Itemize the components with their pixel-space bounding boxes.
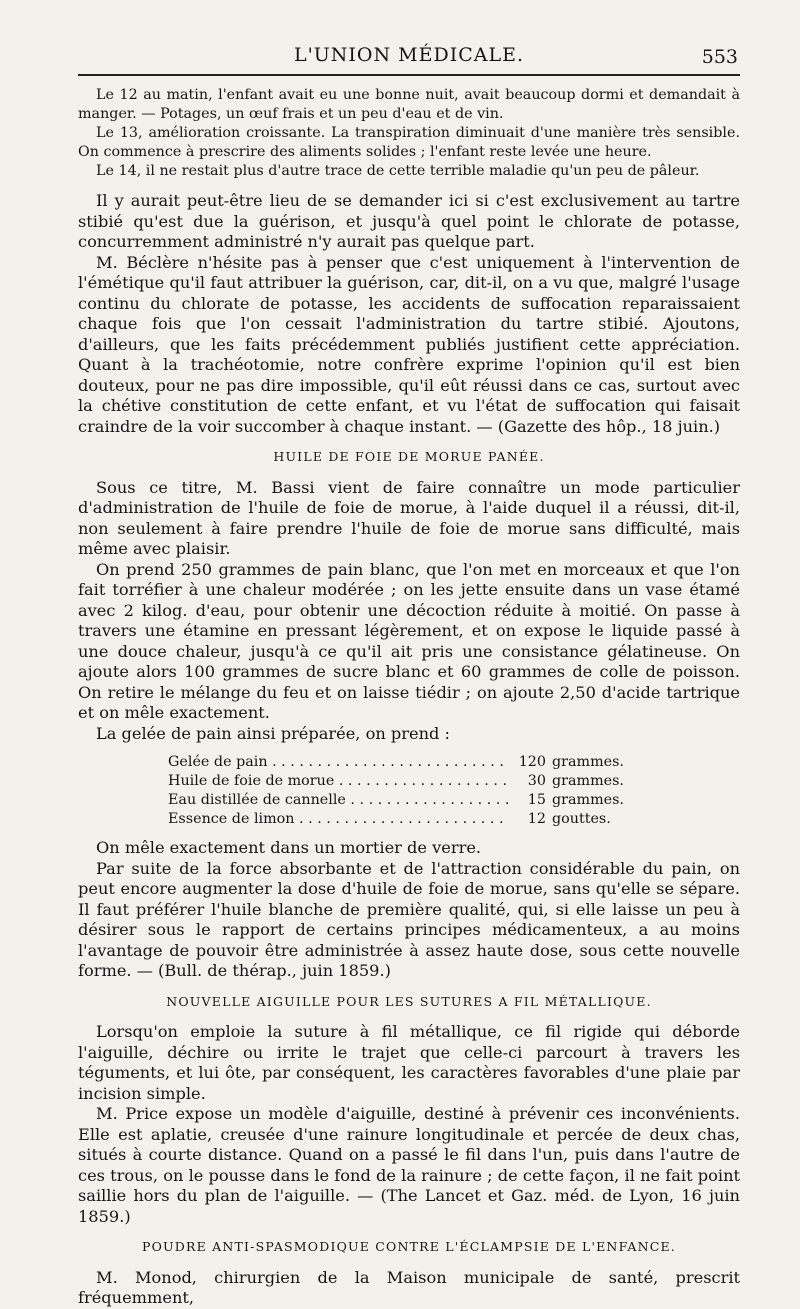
recipe-ingredient: Huile de foie de morue . . . [168, 772, 508, 791]
running-title: L'UNION MÉDICALE. [293, 44, 525, 66]
recipe-unit: grammes. [552, 792, 624, 808]
page-header [78, 40, 740, 76]
recipe-row [168, 810, 688, 829]
commentary-paragraph: Il y aurait peut-être lieu de se demander ici si c'est exclusivement au tartre stibié qu'est due la guérison, et jusqu'à quel point le chlorate de potasse, concurremment administré n'y aurait pas quelque part. [78, 191, 740, 251]
recipe-row [168, 791, 688, 810]
paragraph: Lorsqu'on emploie la suture à fil métallique, ce fil rigide qui déborde l'aiguille, déchire ou irrite le trajet que celle-ci parcourt à travers les téguments, et lui ôte, par conséquent, les caractères favorables d'une plaie par incision simple. [78, 1022, 740, 1103]
recipe-quantity: 12 [527, 811, 546, 827]
paragraph: M. Monod, chirurgien de la Maison municipale de santé, prescrit fréquemment, [78, 1267, 740, 1307]
recipe-row [168, 772, 688, 791]
recipe-ingredient: Essence de limon . . . [168, 810, 508, 829]
recipe-quantity: 15 [527, 792, 546, 808]
recipe-quantity: 120 [518, 754, 546, 770]
commentary-paragraph: M. Béclère n'hésite pas à penser que c'est uniquement à l'intervention de l'émétique qu'il faut attribuer la guérison, car, dit-il, on a vu que, malgré l'usage continu du chlorate de potasse, les accidents de suffocation reparaissaient chaque fois que l'on cessait l'administration du tartre stibié. Ajoutons, d'ailleurs, que les faits précédemment publiés justifient cette appréciation. Quant à la trachéotomie, notre confrère exprime l'opinion qu'il est bien douteux, pour ne pas dire impossible, qu'il eût réussi dans ce cas, surtout avec la chétive constitution de cette enfant, et vu l'état de suffocation qui faisait craindre de la voir succomber à chaque instant. — (Gazette des hôp., 18 juin.) [78, 252, 740, 436]
recipe-unit: gouttes. [552, 811, 611, 827]
paragraph: La gelée de pain ainsi préparée, on prend : [96, 723, 450, 743]
paragraph: On prend 250 grammes de pain blanc, que l'on met en morceaux et que l'on fait torréfier à une chaleur modérée ; on les jette ensuite dans un vase étamé avec 2 kilog. d'eau, pour obtenir une décoction réduite à moitié. On passe à travers une étamine en pressant légèrement, et on expose le liquide passé à une douce chaleur, jusqu'à ce qu'il ait pris une consistance gélatineuse. On ajoute alors 100 grammes de sucre blanc et 60 grammes de colle de poisson. On retire le mélange du feu et on laisse tiédir ; on ajoute 2,50 d'acide tartrique et on mêle exactement. [78, 559, 740, 722]
case-paragraph: Le 13, amélioration croissante. La transpiration diminuait d'une manière très sensible. On commence à prescrire des aliments solides ; l'enfant reste levée une heure. [78, 125, 740, 160]
recipe-row [168, 753, 688, 772]
section-heading: NOUVELLE AIGUILLE POUR LES SUTURES A FIL MÉTALLIQUE. [166, 993, 652, 1009]
page-number: 553 [701, 46, 738, 68]
paragraph: M. Price expose un modèle d'aiguille, destiné à prévenir ces inconvénients. Elle est aplatie, creusée d'une rainure longitudinale et percée de deux chas, situés à courte distance. Quand on a passé le fil dans l'un, puis dans l'autre de ces trous, on le pousse dans le fond de la rainure ; de cette façon, il ne fait point saillie hors du plan de l'aiguille. — (The Lancet et Gaz. méd. de Lyon, 16 juin 1859.) [78, 1104, 740, 1226]
paragraph: On mêle exactement dans un mortier de verre. [96, 838, 482, 857]
recipe-ingredient: Gelée de pain . . . [168, 753, 508, 772]
case-paragraph: Le 14, il ne restait plus d'autre trace de cette terrible maladie qu'un peu de pâleur. [96, 163, 700, 179]
case-notes [78, 86, 740, 181]
recipe-unit: grammes. [552, 754, 624, 770]
section-heading: HUILE DE FOIE DE MORUE PANÉE. [273, 449, 545, 464]
page-body [78, 86, 740, 1309]
recipe-unit: grammes. [552, 773, 624, 789]
recipe-list [168, 753, 688, 829]
case-paragraph: Le 12 au matin, l'enfant avait eu une bonne nuit, avait beaucoup dormi et demandait à manger. — Potages, un œuf frais et un peu d'eau et de vin. [78, 87, 740, 122]
recipe-quantity: 30 [527, 773, 546, 789]
paragraph: Par suite de la force absorbante et de l'attraction considérable du pain, on peut encore augmenter la dose d'huile de foie de morue, sans qu'elle se sépare. Il faut préférer l'huile blanche de première qualité, qui, si elle laisse un peu à désirer sous le rapport de certains principes médicamenteux, a au moins l'avantage de pouvoir être administrée à assez haute dose, sous cette nouvelle forme. — (Bull. de thérap., juin 1859.) [78, 858, 740, 980]
recipe-ingredient: Eau distillée de cannelle . . . [168, 791, 508, 810]
section-heading: POUDRE ANTI-SPASMODIQUE CONTRE L'ÉCLAMPSIE DE L'ENFANCE. [142, 1239, 676, 1254]
paragraph: Sous ce titre, M. Bassi vient de faire connaître un mode particulier d'administration de l'huile de foie de morue, à l'aide duquel il a réussi, dit-il, non seulement à faire prendre l'huile de foie de morue sans difficulté, mais même avec plaisir. [78, 477, 740, 558]
